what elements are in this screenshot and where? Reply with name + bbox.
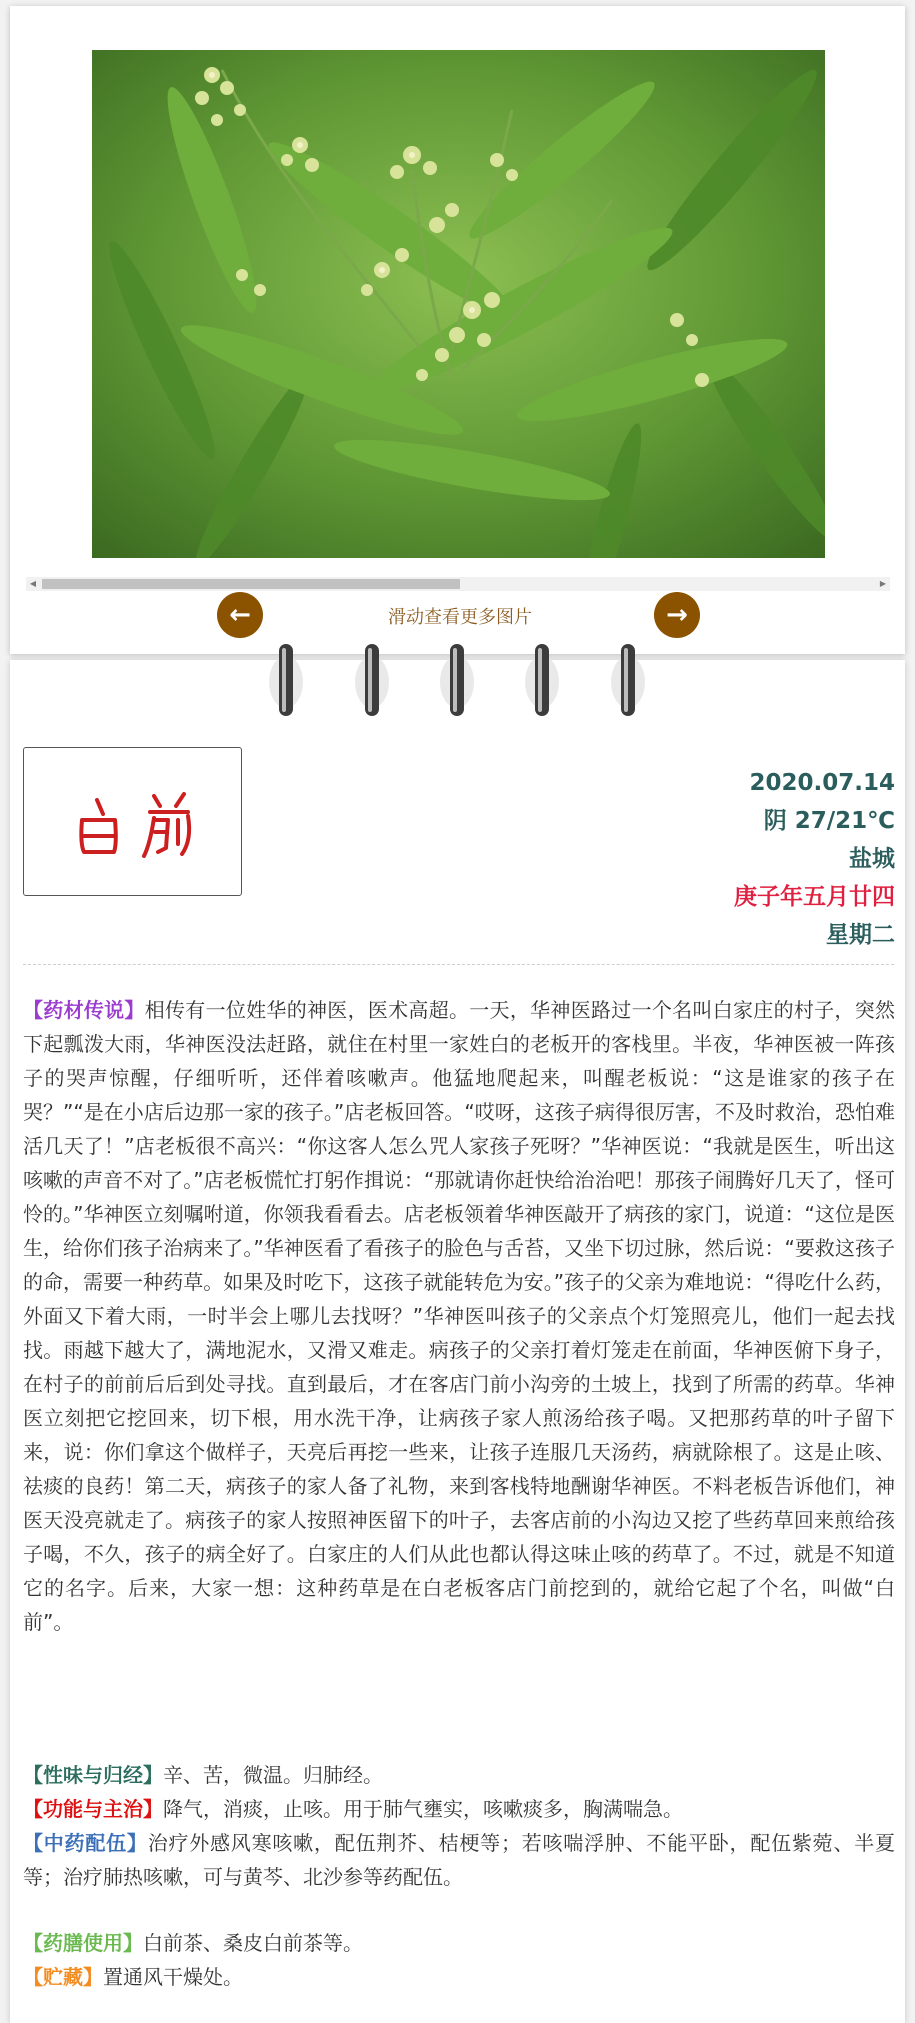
nature-text: 辛、苦，微温。归肺经。: [163, 1763, 383, 1787]
herb-photo-graphic: [92, 50, 825, 558]
arrow-left-icon: ←: [229, 600, 251, 630]
herb-legend-paragraph: [23, 993, 895, 1717]
swipe-hint-text: 滑动查看更多图片: [388, 607, 532, 628]
weather-text: 阴 27/21℃: [763, 808, 895, 834]
legend-tag: 【药材传说】: [23, 998, 145, 1022]
arrow-right-icon: →: [666, 600, 688, 630]
diet-tag: 【药膳使用】: [23, 1931, 143, 1955]
storage-row: [23, 1960, 895, 1994]
function-text: 降气，消痰，止咳。用于肺气壅实，咳嗽痰多，胸满喘急。: [163, 1797, 683, 1821]
image-gallery-card: [10, 6, 905, 654]
nature-row: [23, 1758, 895, 1792]
binder-rings: [0, 640, 915, 720]
binder-ring-icon: [268, 640, 304, 720]
herb-properties: [23, 1758, 895, 1894]
next-image-button[interactable]: [654, 592, 700, 638]
binder-ring-icon: [354, 640, 390, 720]
combo-text: 治疗外感风寒咳嗽，配伍荆芥、桔梗等；若咳喘浮肿、不能平卧，配伍紫菀、半夏等；治疗肺热咳嗽，可与黄芩、北沙参等药配伍。: [23, 1831, 896, 1889]
function-row: [23, 1792, 895, 1826]
legend-text: 相传有一位姓华的神医，医术高超。一天，华神医路过一个名叫白家庄的村子，突然下起瓢泼大雨，华神医没法赶路，就住在村里一家姓白的老板开的客栈里。半夜，华神医被一阵孩子的哭声惊醒，仔细听听，还伴着咳嗽声。他猛地爬起来，叫醒老板说：“这是谁家的孩子在哭？”“是在小店后边那一家的孩子。”店老板回答。“哎呀，这孩子病得很厉害，不及时救治，恐怕难活几天了！”店老板很不高兴：“你这客人怎么咒人家孩子死呀？”华神医说：“我就是医生，听出这咳嗽的声音不对了。”店老板慌忙打躬作揖说：“那就请你赶快给治治吧！那孩子闹腾好几天了，怪可怜的。”华神医立刻嘱咐道，你领我看看去。店老板领着华神医敲开了病孩的家门，说道：“这位是医生，给你们孩子治病来了。”华神医看了看孩子的脸色与舌苔，又坐下切过脉，然后说：“要救这孩子的命，需要一种药草。如果及时吃下，这孩子就能转危为安。”孩子的父亲为难地说：“得吃什么药，外面又下着大雨，一时半会上哪儿去找呀？”华神医叫孩子的父亲点个灯笼照亮儿，他们一起去找找。雨越下越大了，满地泥水，又滑又难走。病孩子的父亲打着灯笼走在前面，华神医俯下身子，在村子的前前后后到处寻找。直到最后，才在客店门前小沟旁的土坡上，找到了所需的药草。华神医立刻把它挖回来，切下根，用水洗干净，让病孩子家人煎汤给孩子喝。又把那药草的叶子留下来，说：你们拿这个做样子，天亮后再挖一些来，让孩子连服几天汤药，病就除根了。这是止咳、祛痰的良药！第二天，病孩子的家人备了礼物，来到客栈特地酬谢华神医。不料老板告诉他们，神医天没亮就走了。病孩子的家人按照神医留下的叶子，去客店前的小沟边又挖了些药草回来煎给孩子喝，不久，孩子的病全好了。白家庄的人们从此也都认得这味止咳的药草了。不过，就是不知道它的名字。后来，大家一想：这种药草是在白老板客店门前挖到的，就给它起了个名，叫做“白前”。: [23, 998, 896, 1634]
binder-ring-icon: [439, 640, 475, 720]
seal-stamp-logo: [24, 748, 241, 895]
date-text: 2020.07.14: [749, 770, 895, 796]
binder-ring-icon: [610, 640, 646, 720]
storage-text: 置通风干燥处。: [103, 1965, 243, 1989]
diet-row: [23, 1926, 895, 1960]
city-text: 盐城: [849, 846, 895, 872]
diet-text: 白前茶、桑皮白前茶等。: [143, 1931, 363, 1955]
date-weather-block: [495, 764, 895, 954]
seal-stamp-box: [23, 747, 242, 896]
scroll-thumb[interactable]: [42, 579, 460, 589]
storage-tag: 【贮藏】: [23, 1965, 103, 1989]
nature-tag: 【性味与归经】: [23, 1763, 163, 1787]
herb-photo[interactable]: [92, 50, 825, 558]
scroll-right-arrow-icon[interactable]: ▶: [879, 579, 887, 588]
herb-usage: [23, 1926, 895, 1994]
function-tag: 【功能与主治】: [23, 1797, 163, 1821]
prev-image-button[interactable]: [217, 592, 263, 638]
scroll-left-arrow-icon[interactable]: ◀: [29, 579, 37, 588]
gallery-scrollbar[interactable]: [26, 577, 890, 591]
combo-row: [23, 1826, 895, 1894]
lunar-date-text: 庚子年五月廿四: [734, 884, 895, 910]
binder-ring-icon: [524, 640, 560, 720]
weekday-text: 星期二: [826, 922, 895, 948]
dashed-divider: [23, 964, 894, 965]
combo-tag: 【中药配伍】: [23, 1831, 148, 1855]
